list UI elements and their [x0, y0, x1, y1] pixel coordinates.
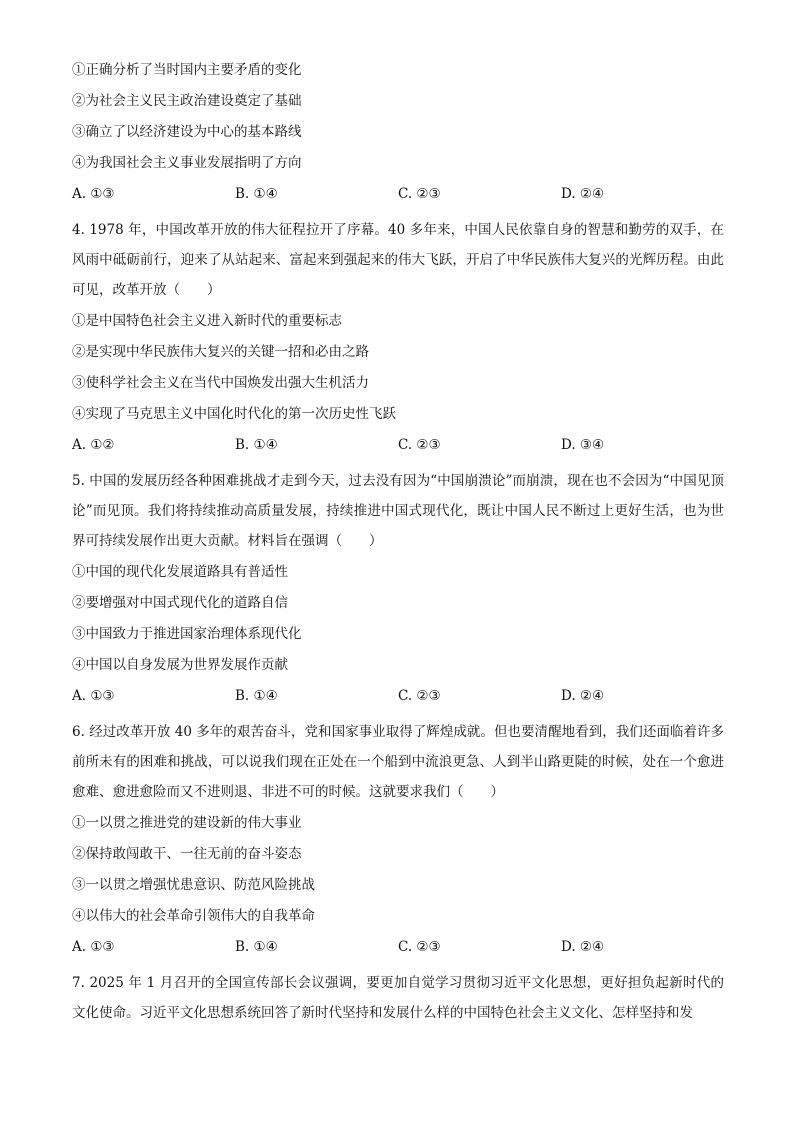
q3-option-a: A. ①③	[72, 186, 115, 202]
q6-item-4: ④以伟大的社会革命引领伟大的自我革命	[72, 908, 315, 924]
q4-option-b: B. ①④	[235, 437, 278, 453]
q4-options	[72, 435, 724, 455]
q5-option-b: B. ①④	[235, 688, 278, 704]
question-4	[72, 215, 724, 455]
question-5	[72, 466, 724, 706]
question-7	[72, 968, 724, 1028]
q3-option-d: D. ②④	[561, 186, 605, 202]
q6-option-d: D. ②④	[561, 939, 605, 955]
q7-stem: 7. 2025 年 1 月召开的全国宣传部长会议强调，要更加自觉学习贯彻习近平文化思想，更好担负起新时代的文化使命。习近平文化思想系统回答了新时代坚持和发展什么样的中国特色社会主义文化、怎样坚持和发	[72, 975, 724, 1021]
q6-item-1: ①一以贯之推进党的建设新的伟大事业	[72, 815, 302, 831]
q3-item-4: ④为我国社会主义事业发展指明了方向	[72, 155, 302, 171]
q3-options	[72, 184, 724, 204]
q4-item-3: ③使科学社会主义在当代中国焕发出强大生机活力	[72, 375, 369, 391]
q4-item-1: ①是中国特色社会主义进入新时代的重要标志	[72, 313, 342, 329]
q3-item-2: ②为社会主义民主政治建设奠定了基础	[72, 93, 302, 109]
q6-stem: 6. 经过改革开放 40 多年的艰苦奋斗，党和国家事业取得了辉煌成就。但也要清醒地看到，我们还面临着许多前所未有的困难和挑战，可以说我们现在正处在一个船到中流浪更急、人到半山路更陡的时候，处在一个愈进愈难、愈进愈险而又不进则退、非进不可的时候。这就要求我们（ ）	[72, 724, 724, 800]
q3-option-c: C. ②③	[398, 186, 441, 202]
question-3	[72, 60, 724, 204]
q5-item-3: ③中国致力于推进国家治理体系现代化	[72, 626, 302, 642]
q6-item-2: ②保持敢闯敢干、一往无前的奋斗姿态	[72, 846, 302, 862]
q6-options	[72, 937, 724, 957]
q5-options	[72, 686, 724, 706]
q6-item-3: ③一以贯之增强忧患意识、防范风险挑战	[72, 877, 315, 893]
q5-option-a: A. ①③	[72, 688, 115, 704]
exam-page	[72, 60, 724, 1028]
q5-item-2: ②要增强对中国式现代化的道路自信	[72, 595, 288, 611]
q4-option-c: C. ②③	[398, 437, 441, 453]
q5-item-1: ①中国的现代化发展道路具有普适性	[72, 564, 288, 580]
q6-option-b: B. ①④	[235, 939, 278, 955]
q6-option-a: A. ①③	[72, 939, 115, 955]
q6-option-c: C. ②③	[398, 939, 441, 955]
q4-item-4: ④实现了马克思主义中国化时代化的第一次历史性飞跃	[72, 406, 396, 422]
q5-option-d: D. ②④	[561, 688, 605, 704]
q5-item-4: ④中国以自身发展为世界发展作贡献	[72, 657, 288, 673]
q3-option-b: B. ①④	[235, 186, 278, 202]
q5-option-c: C. ②③	[398, 688, 441, 704]
q4-stem: 4. 1978 年，中国改革开放的伟大征程拉开了序幕。40 多年来，中国人民依靠自身的智慧和勤劳的双手，在风雨中砥砺前行，迎来了从站起来、富起来到强起来的伟大飞跃，开启了中华民族伟大复兴的光辉历程。由此可见，改革开放（ ）	[72, 222, 724, 298]
q3-item-1: ①正确分析了当时国内主要矛盾的变化	[72, 62, 302, 78]
q3-item-3: ③确立了以经济建设为中心的基本路线	[72, 124, 302, 140]
q5-stem: 5. 中国的发展历经各种困难挑战才走到今天，过去没有因为“中国崩溃论”而崩溃，现在也不会因为“中国见顶论”而见顶。我们将持续推动高质量发展，持续推进中国式现代化，既让中国人民不断过上更好生活，也为世界可持续发展作出更大贡献。材料旨在强调（ ）	[72, 473, 724, 549]
q4-option-a: A. ①②	[72, 437, 115, 453]
q4-option-d: D. ③④	[561, 437, 605, 453]
question-6	[72, 717, 724, 957]
q4-item-2: ②是实现中华民族伟大复兴的关键一招和必由之路	[72, 344, 369, 360]
